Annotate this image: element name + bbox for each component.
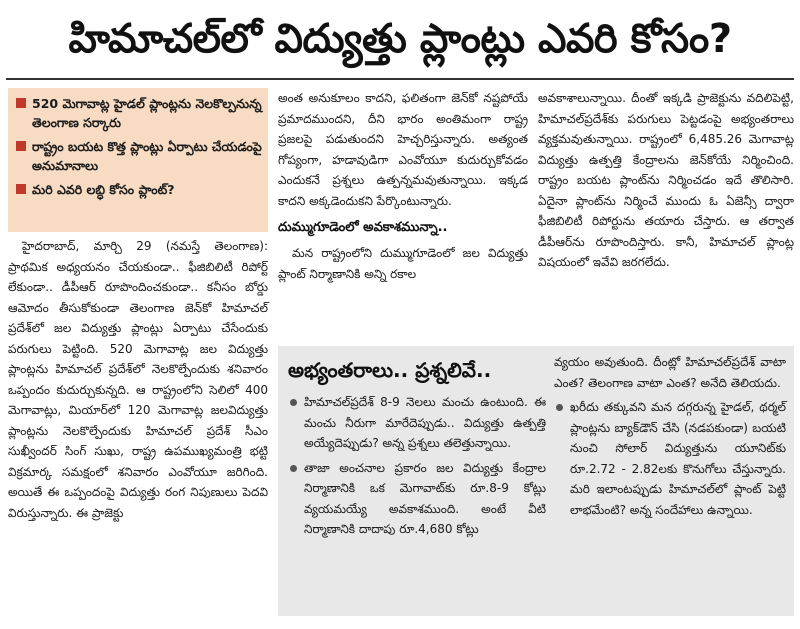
objection-text: తాజా అంచనాల ప్రకారం జల విద్యుత్తు కేంద్రాల నిర్మాణానికి ఒక మెగావాట్‌కు రూ.8-9 కోట్లు వ్యయమయ్యే అవకాశముంది. అంటే వీటి నిర్మాణానికి దాదాపు రూ.4,680 కోట్లు	[304, 460, 546, 536]
article-column-2	[278, 88, 528, 328]
objections-title: అభ్యంతరాలు.. ప్రశ్నలివే..	[288, 358, 492, 382]
highlight-item	[14, 94, 262, 132]
square-bullet-icon	[16, 98, 26, 108]
highlight-text: మరి ఎవరి లబ్ధి కోసం ప్లాంట్?	[32, 182, 175, 197]
highlight-text: రాష్ట్రం బయట కొత్త ప్లాంట్లు ఏర్పాటు చేయడంపై అనుమానాలు	[32, 139, 262, 173]
round-bullet-icon	[290, 465, 297, 472]
headline-rule	[6, 78, 794, 80]
article-column-3	[538, 88, 794, 328]
objection-point	[288, 392, 546, 454]
article-subheading: దుమ్ముగూడెంలో అవకాశమున్నా..	[278, 220, 448, 235]
objections-right-column	[554, 352, 786, 524]
article-paragraph: మన రాష్ట్రంలోని దుమ్ముగూడెంలో జల విద్యుత్తు ప్లాంట్ నిర్మాణానికి అన్ని రకాల	[278, 246, 528, 281]
objections-left-column	[288, 392, 546, 544]
highlights-box	[8, 88, 268, 232]
objection-text: ఖరీదు తక్కువని మన దగ్గరున్న హైడల్, థర్మల్ ప్లాంట్లను బ్యాక్‌డౌన్ చేసి (నడపకుండా) బయటి నుంచి సోలార్ విద్యుత్తును యూనిట్‌కు రూ.2.72 - 2.82లకు కొనుగోలు చేస్తున్నారు. మరి ఇలాంటప్పుడు హిమాచల్‌లో ప్లాంట్ పెట్టి లాభమేంటి? అన్న సందేహాలు ఉన్నాయి.	[570, 400, 786, 517]
square-bullet-icon	[16, 184, 26, 194]
highlight-item	[14, 180, 262, 199]
article-paragraph: అంత అనుకూలం కాదని, ఫలితంగా జెన్‌కో నష్టపోయే ప్రమాదముందని, దీని భారం అంతిమంగా రాష్ట్ర ప్రజలపై పడుతుందని హెచ్చరిస్తున్నారు. అత్యంత గోప్యంగా, హడావుడిగా ఎంవోయూ కుదుర్చుకోవడం ఎందుకనే ప్రశ్నలు ఉత్పన్నమవుతున్నాయి. ఇక్కడ కాదని అక్కడెందుకని పేర్కొంటున్నారు.	[278, 91, 528, 208]
objection-text: హిమాచల్‌ప్రదేశ్ 8-9 నెలలు మంచు ఉంటుంది. ఈ మంచు నీరుగా మారేదెప్పుడు.. విద్యుత్తు ఉత్పత్తి అయ్యేదెప్పుడు? అన్న ప్రశ్నలు తలెత్తున్నాయి.	[304, 395, 546, 450]
objection-point	[288, 458, 546, 540]
objections-box	[278, 346, 794, 616]
article-column-1	[8, 236, 268, 624]
objection-point	[554, 397, 786, 520]
highlight-item	[14, 137, 262, 175]
round-bullet-icon	[556, 404, 563, 411]
article-paragraph: అవకాశాలున్నాయి. దీంతో ఇక్కడి ప్రాజెక్టును వదిలిపెట్టి, హిమాచల్‌ప్రదేశ్‌కు పరుగులు పెట్టడంపై అభ్యంతరాలు వ్యక్తమవుతున్నాయి. రాష్ట్రంలో 6,485.26 మెగావాట్ల విద్యుత్తు ఉత్పత్తి కేంద్రాలను జెన్‌కోయే నిర్మించింది. రాష్ట్రం బయట ప్లాంట్‌ను నిర్మించడం ఇదే తొలిసారి. ఏదైనా ప్లాంట్‌ను నిర్మించే ముందు ఓ ఏజెన్సీ ద్వారా ఫీజిబిలిటీ రిపోర్టును తయారు చేస్తారు. ఆ తర్వాత డీపీఆర్‌ను రూపొందిస్తారు. కానీ, హిమాచల్ ప్లాంట్ల విషయంలో ఇవేవి జరగలేదు.	[538, 91, 794, 269]
headline: హిమాచల్‌లో విద్యుత్తు ప్లాంట్లు ఎవరి కోసం?	[68, 16, 732, 62]
article-paragraph: హైదరాబాద్, మార్చి 29 (నమస్తే తెలంగాణ): ప్రాథమిక అధ్యయనం చేయకుండా.. ఫీజిబిలిటీ రిపోర్ట్ లేకుండా.. డీపీఆర్ రూపొందించకుండా.. కనీసం బోర్డు ఆమోదం తీసుకోకుండా తెలంగాణ జెన్‌కో హిమాచల్ ప్రదేశ్‌లో జల విద్యుత్తు ప్లాంట్లు ఏర్పాటు చేసేందుకు పరుగులు పెట్టింది. 520 మెగావాట్ల జల విద్యుత్తు ప్లాంట్లను హిమాచల్ ప్రదేశ్‌లో నెలకొల్పేందుకు శనివారం ఒప్పందం కుదుర్చుకున్నది. ఆ రాష్ట్రంలోని సెలిలో 400 మెగావాట్లు, మియార్‌లో 120 మెగావాట్ల జలవిద్యుత్తు ప్లాంట్లను నెలకొల్పేందుకు హిమాచల్ ప్రదేశ్ సీఎం సుఖ్వీందర్ సింగ్ సుఖు, రాష్ట్ర ఉపముఖ్యమంత్రి భట్టి విక్రమార్క సమక్షంలో శనివారం ఎంవోయూ జరిగింది. అయితే ఈ ఒప్పందంపై విద్యుత్తు రంగ నిపుణులు పెదవి విరుస్తున్నారు. ఈ ప్రాజెక్టు	[8, 239, 268, 520]
highlight-text: 520 మెగావాట్ల హైడల్ ప్లాంట్లను నెలకొల్పనున్న తెలంగాణ సర్కారు	[32, 96, 262, 130]
round-bullet-icon	[290, 399, 297, 406]
objection-continuation: వ్యయం అవుతుంది. దీంట్లో హిమాచల్‌ప్రదేశ్ వాటా ఎంత? తెలంగాణ వాటా ఎంత? అనేది తెలియదు.	[554, 355, 786, 390]
square-bullet-icon	[16, 141, 26, 151]
